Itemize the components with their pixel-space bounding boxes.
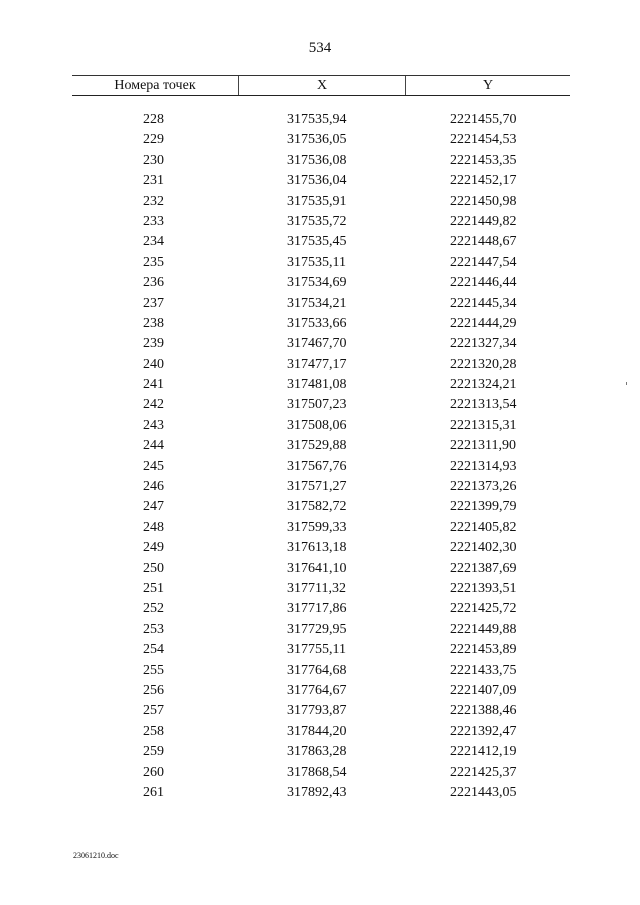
- y-cell: 2221449,82: [450, 213, 517, 229]
- table-row: [72, 538, 570, 558]
- x-cell: 317467,70: [287, 336, 347, 352]
- x-cell: 317536,08: [287, 152, 347, 168]
- x-cell: 317892,43: [287, 784, 347, 800]
- y-cell: 2221447,54: [450, 254, 517, 270]
- y-cell: 2221387,69: [450, 560, 517, 576]
- y-cell: 2221315,31: [450, 417, 517, 433]
- point-number-cell: 249: [143, 540, 164, 556]
- point-number-cell: 236: [143, 275, 164, 291]
- point-number-cell: 231: [143, 173, 164, 189]
- x-cell: 317535,91: [287, 193, 347, 209]
- x-cell: 317533,66: [287, 315, 347, 331]
- x-cell: 317535,72: [287, 213, 347, 229]
- x-cell: 317717,86: [287, 601, 347, 617]
- y-cell: 2221314,93: [450, 458, 517, 474]
- x-cell: 317567,76: [287, 458, 347, 474]
- header-x: X: [239, 76, 406, 95]
- x-cell: 317641,10: [287, 560, 347, 576]
- x-cell: 317863,28: [287, 744, 347, 760]
- y-cell: 2221445,34: [450, 295, 517, 311]
- y-cell: 2221373,26: [450, 479, 517, 495]
- table-row: [72, 416, 570, 436]
- x-cell: 317793,87: [287, 703, 347, 719]
- y-cell: 2221448,67: [450, 234, 517, 250]
- y-cell: 2221443,05: [450, 784, 517, 800]
- x-cell: 317534,21: [287, 295, 347, 311]
- point-number-cell: 237: [143, 295, 164, 311]
- x-cell: 317755,11: [287, 642, 346, 658]
- x-cell: 317507,23: [287, 397, 347, 413]
- y-cell: 2221454,53: [450, 132, 517, 148]
- point-number-cell: 260: [143, 764, 164, 780]
- table-row: [72, 151, 570, 171]
- y-cell: 2221453,35: [450, 152, 517, 168]
- table-row: [72, 497, 570, 517]
- table-row: [72, 294, 570, 314]
- table-row: [72, 314, 570, 334]
- table-row: [72, 395, 570, 415]
- point-number-cell: 246: [143, 479, 164, 495]
- table-row: [72, 334, 570, 354]
- y-cell: 2221313,54: [450, 397, 517, 413]
- table-row: [72, 579, 570, 599]
- y-cell: 2221324,21: [450, 377, 517, 393]
- header-y: Y: [482, 78, 494, 93]
- point-number-cell: 228: [143, 112, 164, 127]
- point-number-cell: 250: [143, 560, 164, 576]
- point-number-cell: 254: [143, 642, 164, 658]
- point-number-cell: 255: [143, 662, 164, 678]
- table-row: [72, 742, 570, 762]
- point-number-cell: 232: [143, 193, 164, 209]
- y-cell: 2221452,17: [450, 173, 517, 189]
- table-row: [72, 253, 570, 273]
- table-row: [72, 273, 570, 293]
- y-cell: 2221455,70: [450, 112, 517, 127]
- point-number-cell: 252: [143, 601, 164, 617]
- x-cell: 317535,94: [287, 112, 347, 127]
- table-row: [72, 232, 570, 252]
- x-cell: 317508,06: [287, 417, 347, 433]
- x-cell: 317844,20: [287, 723, 347, 739]
- y-cell: 2221425,37: [450, 764, 517, 780]
- x-cell: 317613,18: [287, 540, 347, 556]
- table-row: [72, 661, 570, 681]
- point-number-cell: 241: [143, 377, 164, 393]
- point-number-cell: 230: [143, 152, 164, 168]
- point-number-cell: 257: [143, 703, 164, 719]
- y-cell: 2221399,79: [450, 499, 517, 515]
- point-number-cell: 258: [143, 723, 164, 739]
- page-number: 534: [308, 40, 332, 56]
- y-cell: 2221444,29: [450, 315, 517, 331]
- y-cell: 2221453,89: [450, 642, 517, 658]
- point-number-cell: 248: [143, 519, 164, 535]
- y-cell: 2221393,51: [450, 580, 517, 596]
- x-cell: 317529,88: [287, 438, 347, 454]
- point-number-cell: 253: [143, 621, 164, 637]
- table-row: [72, 599, 570, 619]
- x-cell: 317582,72: [287, 499, 347, 515]
- y-cell: 2221405,82: [450, 519, 517, 535]
- x-cell: 317764,68: [287, 662, 347, 678]
- point-number-cell: 235: [143, 254, 164, 270]
- x-cell: 317571,27: [287, 479, 347, 495]
- y-cell: 2221407,09: [450, 682, 517, 698]
- table-row: [72, 681, 570, 701]
- header-point-number: Номера точек: [72, 76, 239, 95]
- table-row: [72, 436, 570, 456]
- table-row: [72, 171, 570, 191]
- point-number-cell: 247: [143, 499, 164, 515]
- table-row: [72, 110, 570, 130]
- y-cell: 2221433,75: [450, 662, 517, 678]
- point-number-cell: 256: [143, 682, 164, 698]
- x-cell: 317764,67: [287, 682, 347, 698]
- table-row: [72, 477, 570, 497]
- point-number-cell: 261: [143, 784, 164, 800]
- x-cell: 317536,05: [287, 132, 347, 148]
- x-cell: 317477,17: [287, 356, 347, 372]
- y-cell: 2221388,46: [450, 703, 517, 719]
- table-row: [72, 212, 570, 232]
- x-cell: 317868,54: [287, 764, 347, 780]
- table-row: [72, 763, 570, 783]
- table-row: [72, 375, 570, 395]
- x-cell: 317599,33: [287, 519, 347, 535]
- table-row: [72, 130, 570, 150]
- table-row: [72, 457, 570, 477]
- table-row: [72, 559, 570, 579]
- x-cell: 317535,11: [287, 254, 346, 270]
- y-cell: 2221446,44: [450, 275, 517, 291]
- table-row: [72, 640, 570, 660]
- table-row: [72, 722, 570, 742]
- x-cell: 317711,32: [287, 580, 346, 596]
- table-row: [72, 355, 570, 375]
- x-cell: 317481,08: [287, 377, 347, 393]
- footer-filename: 23061210.doc: [73, 851, 119, 860]
- y-cell: 2221392,47: [450, 723, 517, 739]
- point-number-cell: 239: [143, 336, 164, 352]
- point-number-cell: 233: [143, 213, 164, 229]
- y-cell: 2221450,98: [450, 193, 517, 209]
- coordinates-table-body: [72, 110, 570, 803]
- x-cell: 317536,04: [287, 173, 347, 189]
- point-number-cell: 238: [143, 315, 164, 331]
- table-header: [72, 75, 570, 96]
- y-cell: 2221425,72: [450, 601, 517, 617]
- point-number-cell: 259: [143, 744, 164, 760]
- point-number-cell: 243: [143, 417, 164, 433]
- point-number-cell: 234: [143, 234, 164, 250]
- point-number-cell: 245: [143, 458, 164, 474]
- y-cell: 2221327,34: [450, 336, 517, 352]
- x-cell: 317535,45: [287, 234, 347, 250]
- point-number-cell: 240: [143, 356, 164, 372]
- y-cell: 2221402,30: [450, 540, 517, 556]
- table-row: [72, 192, 570, 212]
- x-cell: 317534,69: [287, 275, 347, 291]
- point-number-cell: 244: [143, 438, 164, 454]
- table-row: [72, 783, 570, 803]
- table-row: [72, 701, 570, 721]
- table-row: [72, 620, 570, 640]
- y-cell: 2221449,88: [450, 621, 517, 637]
- x-cell: 317729,95: [287, 621, 347, 637]
- table-row: [72, 518, 570, 538]
- scan-speck: [626, 382, 627, 385]
- point-number-cell: 242: [143, 397, 164, 413]
- point-number-cell: 251: [143, 580, 164, 596]
- point-number-cell: 229: [143, 132, 164, 148]
- y-cell: 2221311,90: [450, 438, 516, 454]
- y-cell: 2221320,28: [450, 356, 517, 372]
- y-cell: 2221412,19: [450, 744, 517, 760]
